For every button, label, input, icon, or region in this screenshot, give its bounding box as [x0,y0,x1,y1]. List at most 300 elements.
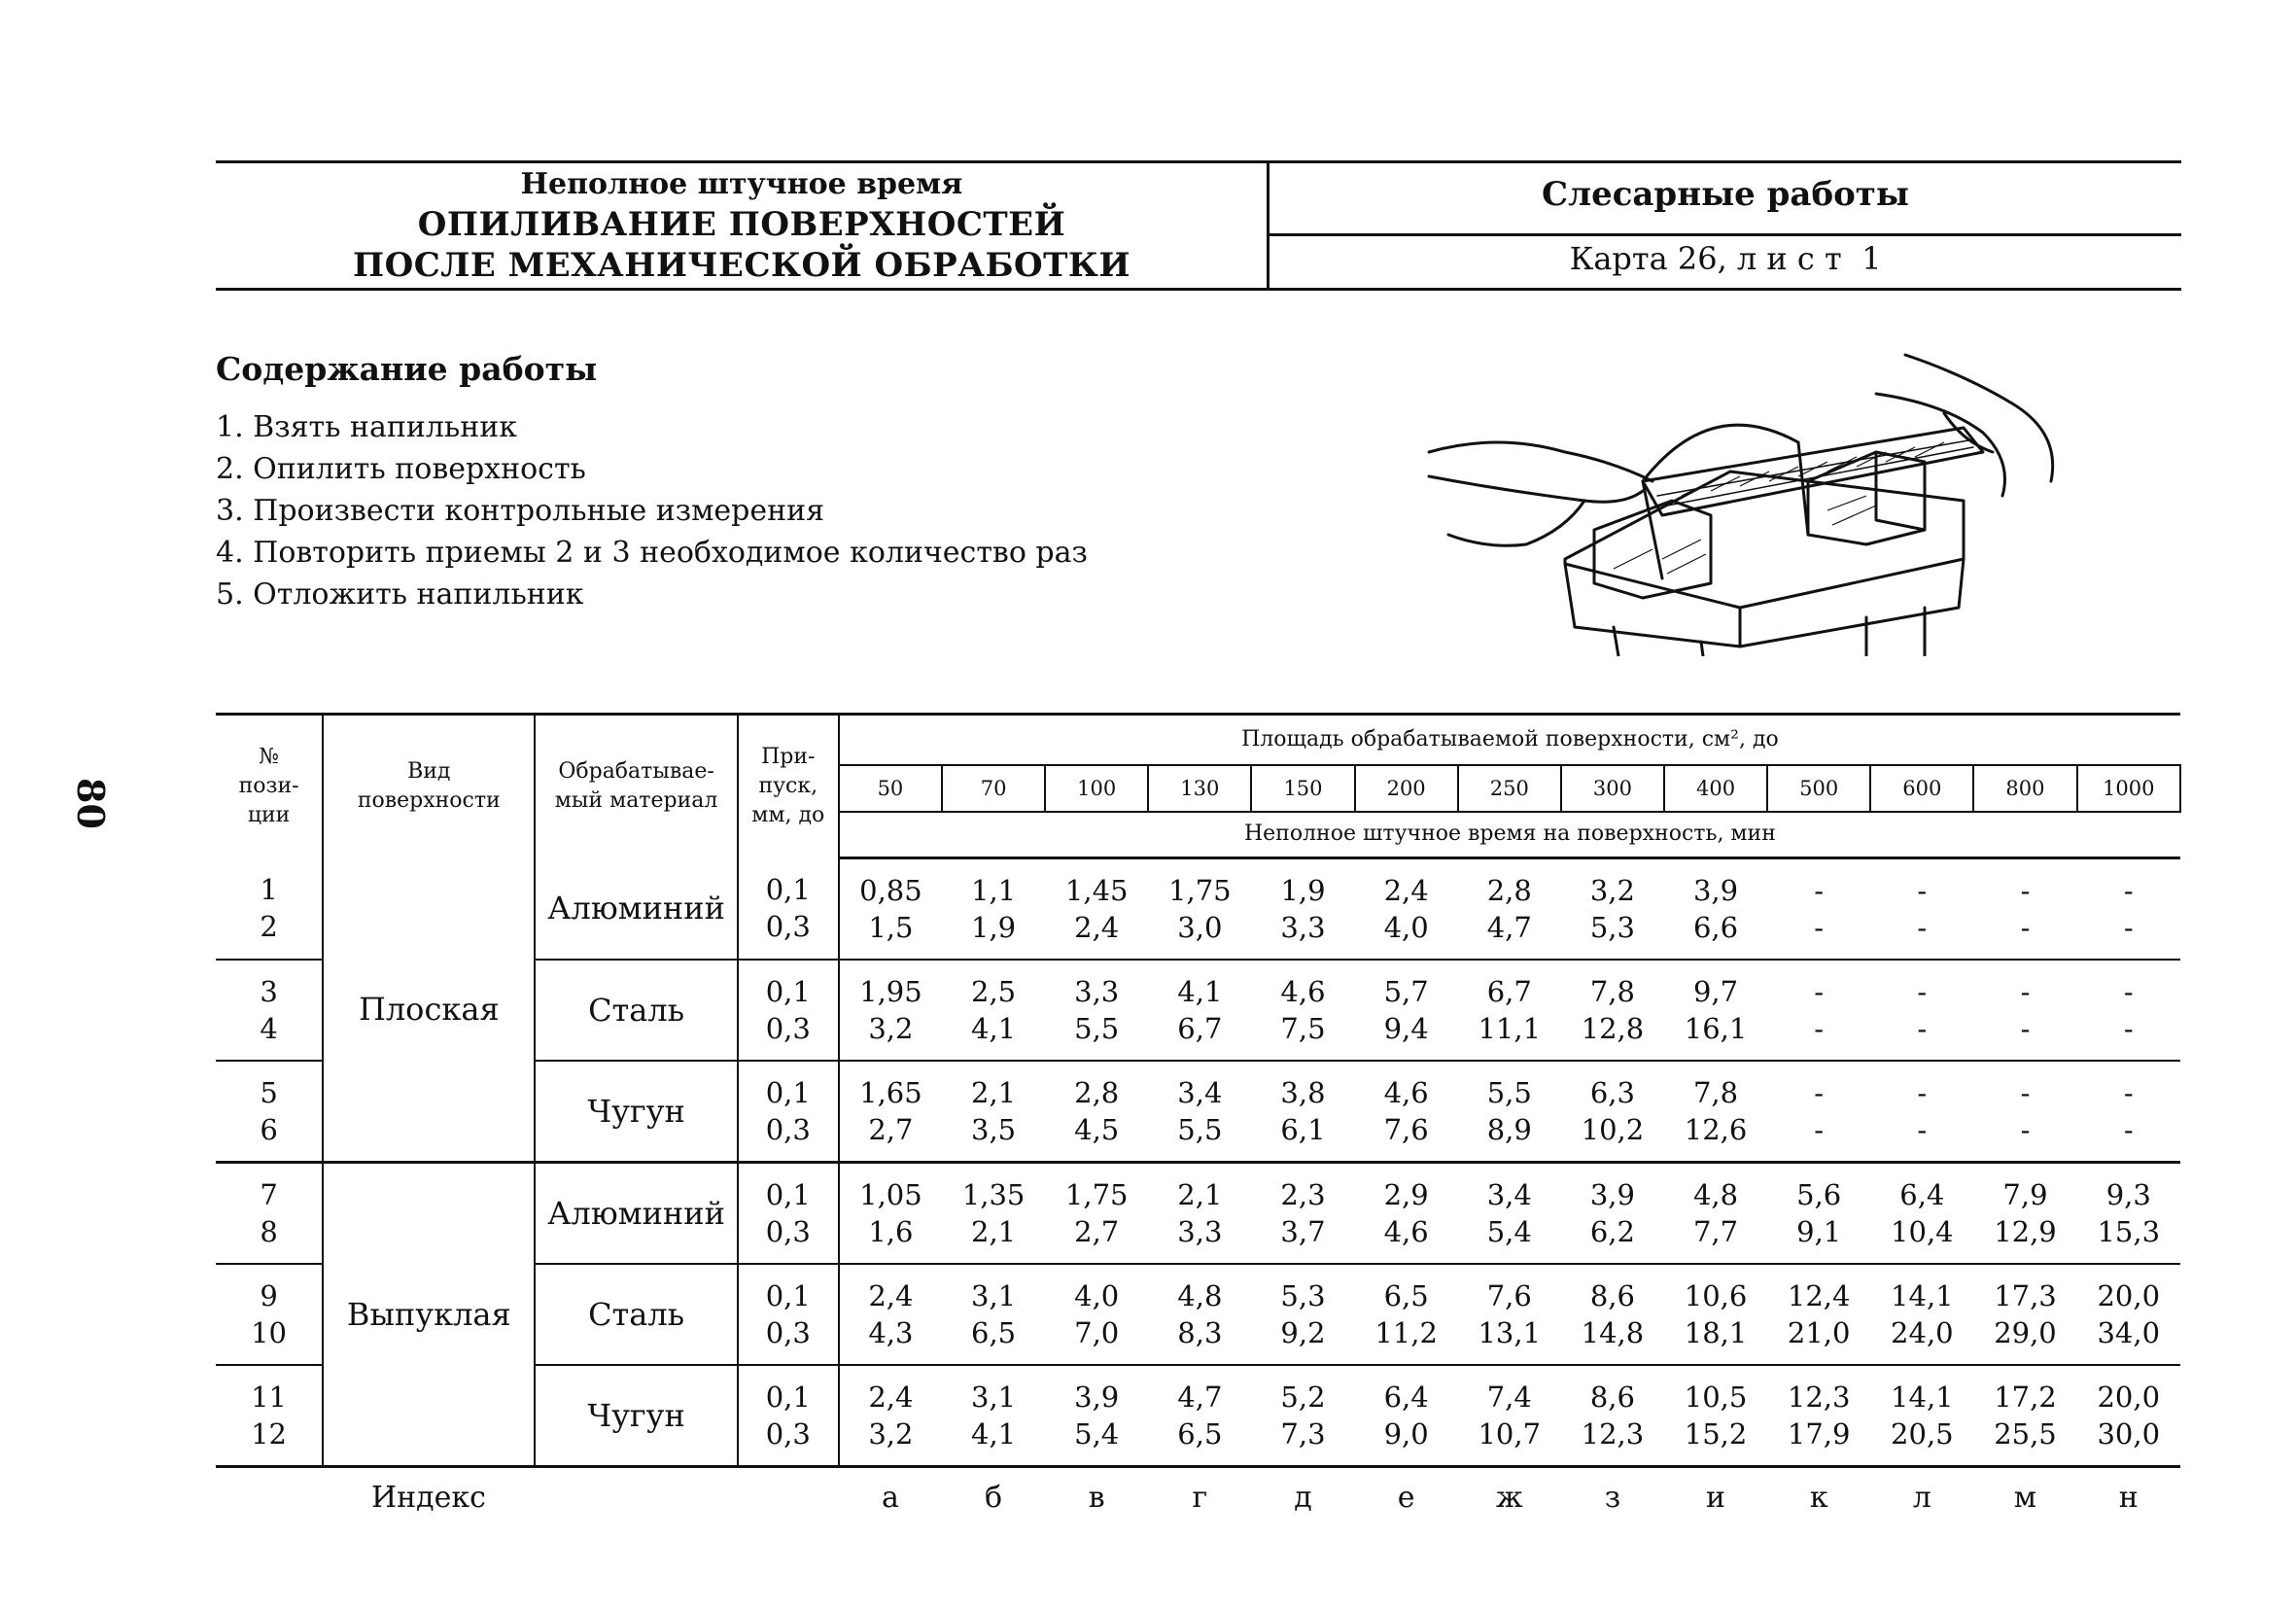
time-value-cell-line: - [2020,1113,2031,1146]
time-value-cell-line: 0,85 [859,874,922,907]
time-value-cell-line: 5,5 [1074,1012,1120,1045]
time-value-cell-line: 3,2 [1589,874,1635,907]
area-value: 150 [1251,765,1354,812]
time-value-cell [1664,1264,1767,1365]
col-allowance-header [738,715,839,858]
time-value-cell-line: 7,7 [1692,1215,1739,1248]
time-value-cell [839,1163,942,1265]
time-value-cell-line: 8,6 [1589,1279,1635,1312]
allowance-cell-line: 0,3 [765,1417,811,1451]
position-cell [216,1264,323,1365]
time-value-cell [1148,858,1251,961]
time-value-cell-line: 4,8 [1177,1279,1223,1312]
header-section: Слесарные работы [1542,175,1909,214]
time-value-cell-line: 16,1 [1684,1012,1748,1045]
header-title-block [216,165,1268,286]
position-cell-line: 7 [260,1178,278,1211]
content-title: Содержание работы [216,350,598,388]
time-value-cell [1561,1365,1664,1467]
time-value-cell-line: 3,3 [1280,911,1326,944]
position-cell-line: 3 [260,975,278,1008]
time-value-cell-line: 5,7 [1383,975,1429,1008]
time-value-cell [1251,1061,1354,1163]
time-value-cell-line: 12,8 [1581,1012,1645,1045]
time-value-cell [1870,858,1973,961]
time-value-cell-line: 24,0 [1891,1316,1954,1349]
area-value: 600 [1870,765,1973,812]
area-value: 100 [1045,765,1148,812]
time-value-cell-line: 2,7 [868,1113,914,1146]
time-value-cell [1251,1264,1354,1365]
time-value-cell [1045,858,1148,961]
index-letter: и [1664,1467,1767,1527]
time-value-cell-line: 5,4 [1074,1417,1120,1451]
time-value-cell-line: 9,1 [1796,1215,1842,1248]
time-value-cell-line: 10,2 [1581,1113,1645,1146]
time-value-cell-line: 20,0 [2097,1381,2161,1414]
index-letter: а [839,1467,942,1527]
index-letter: л [1870,1467,1973,1527]
index-letter: ж [1458,1467,1561,1527]
index-letter: г [1148,1467,1251,1527]
time-value-cell-line: 7,8 [1589,975,1635,1008]
time-value-cell-line: 4,6 [1383,1076,1429,1109]
area-value: 300 [1561,765,1664,812]
time-value-cell-line: 1,1 [971,874,1017,907]
time-value-cell-line: 11,2 [1374,1316,1438,1349]
col-position-header [216,715,323,858]
time-value-cell-line: 1,95 [859,975,922,1008]
time-value-cell-line: 3,2 [868,1417,914,1451]
time-value-cell-line: 12,6 [1684,1113,1748,1146]
time-value-cell-line: - [2123,975,2134,1008]
allowance-cell-line: 0,1 [765,975,811,1008]
index-letter: н [2077,1467,2180,1527]
material-cell: Чугун [535,1061,737,1163]
position-cell-line: 9 [260,1279,278,1312]
time-value-cell-line: 12,3 [1787,1381,1851,1414]
time-value-cell-line: 3,1 [971,1381,1017,1414]
time-value-cell-line: - [2123,1113,2134,1146]
time-value-cell-line: 3,4 [1177,1076,1223,1109]
allowance-cell [738,1264,839,1365]
position-cell-line: 8 [260,1215,278,1248]
time-value-cell-line: - [1917,1012,1928,1045]
time-value-cell-line: - [1814,1076,1825,1109]
time-value-cell-line: 1,75 [1064,1178,1129,1211]
area-value: 250 [1458,765,1561,812]
col-allowance-line: При- [761,745,816,770]
time-value-cell [1458,1264,1561,1365]
time-value-cell-line: - [2020,874,2031,907]
area-value: 50 [839,765,942,812]
time-value-cell [1251,1163,1354,1265]
time-value-cell [839,1365,942,1467]
time-value-cell-line: 1,65 [859,1076,922,1109]
time-value-cell-line: - [2123,1076,2134,1109]
time-value-cell-line: 4,6 [1280,975,1326,1008]
time-value-cell-line: 11,1 [1478,1012,1542,1045]
time-value-cell [1870,1365,1973,1467]
step-item: 3. Произвести контрольные измерения [216,494,825,528]
index-letter: д [1251,1467,1354,1527]
time-value-cell-line: 3,1 [971,1279,1017,1312]
time-value-cell [942,1163,1045,1265]
area-value: 200 [1355,765,1458,812]
time-value-cell-line: 7,6 [1383,1113,1429,1146]
time-value-cell [1045,1163,1148,1265]
allowance-cell [738,1365,839,1467]
time-value-cell-line: 4,6 [1383,1215,1429,1248]
col-allowance-line: пуск, [758,774,818,799]
time-value-cell [2077,1365,2180,1467]
time-value-cell-line: 10,7 [1478,1417,1542,1451]
time-value-cell-line: - [2020,1076,2031,1109]
time-value-cell-line: 3,2 [868,1012,914,1045]
time-value-cell-line: 2,7 [1074,1215,1120,1248]
table-body [216,858,2180,1527]
time-value-cell-line: - [2020,975,2031,1008]
time-value-cell-line: 7,4 [1486,1381,1532,1414]
time-value-cell-line: 4,7 [1486,911,1532,944]
time-value-cell [942,1264,1045,1365]
time-value-cell-line: 1,5 [868,911,914,944]
col-material-header [535,715,737,858]
time-value-cell-line: 17,2 [1994,1381,2057,1414]
time-value-cell [2077,1163,2180,1265]
allowance-cell-line: 0,1 [765,1279,811,1312]
time-value-cell [1148,960,1251,1061]
time-value-cell-line: 6,5 [971,1316,1017,1349]
allowance-cell-line: 0,1 [765,1076,811,1109]
index-letter: к [1767,1467,1870,1527]
time-value-cell [1870,1061,1973,1163]
area-value: 130 [1148,765,1251,812]
time-value-cell [1355,858,1458,961]
time-value-cell [1973,960,2076,1061]
material-cell: Алюминий [535,1163,737,1265]
time-value-cell-line: 6,3 [1589,1076,1635,1109]
allowance-cell-line: 0,1 [765,1178,811,1211]
time-value-cell-line: 6,4 [1899,1178,1945,1211]
area-value: 500 [1767,765,1870,812]
time-value-cell-line: 7,6 [1486,1279,1532,1312]
time-value-cell-line: 2,1 [971,1215,1017,1248]
time-value-cell-line: 2,1 [971,1076,1017,1109]
time-value-cell-line: 20,0 [2097,1279,2161,1312]
area-header: Площадь обрабатываемой поверхности, см², до [839,715,2180,765]
time-value-cell [1767,1365,1870,1467]
time-value-cell [1664,1163,1767,1265]
area-value: 70 [942,765,1045,812]
time-value-cell-line: 10,5 [1684,1381,1748,1414]
time-value-cell [1045,1365,1148,1467]
time-value-cell [1045,1061,1148,1163]
position-cell [216,1061,323,1163]
position-cell-line: 6 [260,1113,278,1146]
time-value-cell [1148,1061,1251,1163]
time-value-cell-line: 3,3 [1177,1215,1223,1248]
time-value-cell-line: 5,4 [1486,1215,1532,1248]
time-value-cell [1973,1163,2076,1265]
time-value-cell-line: - [2123,911,2134,944]
time-value-cell-line: 7,3 [1280,1417,1326,1451]
time-value-cell-line: - [1814,1113,1825,1146]
time-value-cell [1973,858,2076,961]
time-value-cell-line: 7,5 [1280,1012,1326,1045]
time-value-cell [1561,1061,1664,1163]
time-value-cell-line: 14,1 [1891,1381,1954,1414]
time-value-cell-line: - [1917,874,1928,907]
time-value-cell-line: - [1814,911,1825,944]
time-value-cell-line: 1,9 [971,911,1017,944]
time-value-cell-line: 30,0 [2097,1417,2161,1451]
time-value-cell-line: 3,9 [1589,1178,1635,1211]
material-cell: Сталь [535,960,737,1061]
time-value-cell-line: - [1917,911,1928,944]
time-value-cell-line: 5,3 [1280,1279,1326,1312]
material-cell: Сталь [535,1264,737,1365]
col-position-line: пози- [238,774,299,799]
time-value-cell-line: 5,6 [1796,1178,1842,1211]
col-surface-line: поверхности [357,788,501,814]
time-value-cell [1148,1264,1251,1365]
time-value-cell-line: 29,0 [1994,1316,2057,1349]
time-value-cell-line: 6,1 [1280,1113,1326,1146]
time-value-cell-line: 6,4 [1383,1381,1429,1414]
time-value-cell-line: 15,3 [2097,1215,2161,1248]
time-value-cell-line: 5,2 [1280,1381,1326,1414]
time-value-cell [1664,960,1767,1061]
time-value-cell-line: 2,4 [1074,911,1120,944]
position-cell-line: 5 [260,1076,278,1109]
surface-cell: Выпуклая [323,1163,535,1467]
time-value-cell [1870,960,1973,1061]
header-title-line2: ПОСЛЕ МЕХАНИЧЕСКОЙ ОБРАБОТКИ [353,246,1131,285]
time-value-cell [1458,858,1561,961]
time-value-cell [839,960,942,1061]
header-right-divider [1270,233,2181,236]
time-value-cell-line: - [1917,975,1928,1008]
time-value-cell-line: 9,2 [1280,1316,1326,1349]
time-value-cell-line: 1,05 [859,1178,922,1211]
time-value-cell [1870,1264,1973,1365]
time-value-cell-line: - [1917,1113,1928,1146]
time-value-cell-line: 2,3 [1280,1178,1326,1211]
time-value-cell-line: 2,4 [868,1279,914,1312]
index-row [216,1467,2180,1527]
time-value-cell-line: 1,45 [1064,874,1129,907]
header-card: Карта 26, л и с т 1 [1569,240,1882,277]
time-value-cell-line: 6,7 [1486,975,1532,1008]
time-value-cell-line: 4,3 [868,1316,914,1349]
time-value-cell [1561,960,1664,1061]
time-value-cell-line: 1,75 [1168,874,1232,907]
header-subtitle: Неполное штучное время [520,167,963,201]
time-value-cell-line: 2,8 [1074,1076,1120,1109]
time-value-cell [2077,858,2180,961]
col-material-line: мый материал [554,788,718,814]
time-value-cell [1355,1061,1458,1163]
time-value-cell [2077,960,2180,1061]
time-value-cell [1355,1163,1458,1265]
position-cell [216,1163,323,1265]
time-value-cell-line: 14,8 [1581,1316,1645,1349]
col-surface-line: Вид [407,759,451,785]
time-value-cell [1767,960,1870,1061]
time-value-cell-line: 3,9 [1074,1381,1120,1414]
time-value-cell-line: 9,0 [1383,1417,1429,1451]
time-value-cell [1767,858,1870,961]
time-value-cell-line: 13,1 [1478,1316,1542,1349]
step-item: 2. Опилить поверхность [216,452,586,486]
position-cell-line: 12 [251,1417,288,1451]
time-value-cell [1561,858,1664,961]
time-value-cell-line: 6,5 [1177,1417,1223,1451]
time-value-cell-line: 4,0 [1383,911,1429,944]
allowance-cell-line: 0,1 [765,873,811,907]
position-cell-line: 2 [260,910,278,944]
area-value: 1000 [2077,765,2180,812]
time-value-cell-line: 2,8 [1486,874,1532,907]
allowance-cell [738,858,839,961]
time-value-cell-line: 8,6 [1589,1381,1635,1414]
col-position-line: № [259,745,279,770]
index-letter: з [1561,1467,1664,1527]
time-value-cell-line: 2,9 [1383,1178,1429,1211]
time-value-cell-line: 2,1 [1177,1178,1223,1211]
time-value-cell-line: - [1814,1012,1825,1045]
position-cell-line: 4 [260,1012,278,1045]
time-value-cell-line: 1,9 [1280,874,1326,907]
time-value-cell-line: 6,7 [1177,1012,1223,1045]
time-value-cell-line: 4,7 [1177,1381,1223,1414]
position-cell [216,960,323,1061]
time-value-cell-line: - [1814,874,1825,907]
time-value-cell [1458,1365,1561,1467]
time-value-cell [1045,1264,1148,1365]
norm-table [216,713,2181,1526]
position-cell-line: 10 [251,1316,288,1349]
time-value-cell-line: - [1917,1076,1928,1109]
step-item: 4. Повторить приемы 2 и 3 необходимое количество раз [216,536,1088,570]
time-value-cell-line: 2,4 [1383,874,1429,907]
time-value-cell-line: 17,3 [1994,1279,2057,1312]
time-value-cell [2077,1061,2180,1163]
time-value-cell-line: 9,4 [1383,1012,1429,1045]
col-allowance-line: мм, до [751,803,825,828]
time-value-cell-line: 5,5 [1486,1076,1532,1109]
time-value-cell-line: 4,8 [1692,1178,1739,1211]
time-value-cell-line: 34,0 [2097,1316,2161,1349]
allowance-cell [738,1061,839,1163]
time-value-cell-line: - [2123,874,2134,907]
time-value-cell-line: - [2123,1012,2134,1045]
time-value-cell-line: 6,5 [1383,1279,1429,1312]
allowance-cell-line: 0,3 [765,1113,811,1146]
time-value-cell [1251,960,1354,1061]
time-value-cell-line: 5,3 [1589,911,1635,944]
table-row [216,1163,2180,1265]
time-value-cell [839,858,942,961]
time-value-cell [839,1264,942,1365]
time-value-cell-line: 4,1 [971,1417,1017,1451]
time-value-cell [1045,960,1148,1061]
position-cell-line: 11 [251,1381,288,1414]
time-value-cell-line: 7,9 [2002,1178,2048,1211]
time-value-cell [839,1061,942,1163]
index-letter: е [1355,1467,1458,1527]
position-cell-line: 1 [260,873,278,907]
time-value-cell-line: 8,9 [1486,1113,1532,1146]
time-value-cell-line: 9,3 [2105,1178,2151,1211]
time-value-cell-line: 17,9 [1787,1417,1851,1451]
allowance-cell-line: 0,3 [765,1316,811,1349]
time-value-cell [1561,1163,1664,1265]
time-value-cell-line: 20,5 [1891,1417,1954,1451]
index-letter: в [1045,1467,1148,1527]
page-number: 80 [69,778,113,829]
time-value-cell-line: 7,0 [1074,1316,1120,1349]
step-item: 1. Взять напильник [216,410,517,444]
time-value-cell-line: 6,2 [1589,1215,1635,1248]
allowance-cell [738,1163,839,1265]
time-value-cell-line: 21,0 [1787,1316,1851,1349]
surface-cell: Плоская [323,858,535,1163]
time-value-cell-line: 18,1 [1684,1316,1748,1349]
position-cell [216,1365,323,1467]
col-surface-header [323,715,535,858]
time-value-cell [1355,1365,1458,1467]
time-value-cell-line: - [2020,1012,2031,1045]
header-top-rule [216,160,2181,163]
steps-list [216,406,1088,615]
header-bottom-rule [216,288,2181,291]
time-value-cell-line: 3,7 [1280,1215,1326,1248]
time-value-cell-line: 10,4 [1891,1215,1954,1248]
time-value-cell [1767,1264,1870,1365]
time-value-cell [942,1061,1045,1163]
time-value-cell [1973,1264,2076,1365]
header-title-line1: ОПИЛИВАНИЕ ПОВЕРХНОСТЕЙ [417,205,1066,244]
time-value-cell-line: 7,8 [1692,1076,1739,1109]
time-value-cell [1148,1365,1251,1467]
time-value-cell-line: - [2020,911,2031,944]
index-letter: м [1973,1467,2076,1527]
time-value-cell [1767,1061,1870,1163]
table-row [216,858,2180,961]
time-value-cell [1148,1163,1251,1265]
time-value-cell-line: 14,1 [1891,1279,1954,1312]
time-value-cell [1355,960,1458,1061]
time-value-cell [1767,1163,1870,1265]
time-value-cell [1973,1061,2076,1163]
allowance-cell-line: 0,1 [765,1381,811,1414]
time-value-cell-line: 12,9 [1994,1215,2057,1248]
time-value-cell-line: 12,4 [1787,1279,1851,1312]
area-value: 800 [1973,765,2076,812]
time-header: Неполное штучное время на поверхность, мин [839,812,2180,858]
time-value-cell-line: 15,2 [1684,1417,1748,1451]
time-value-cell [1355,1264,1458,1365]
position-cell [216,858,323,961]
time-value-cell-line: 1,6 [868,1215,914,1248]
time-value-cell [1251,858,1354,961]
time-value-cell-line: 3,4 [1486,1178,1532,1211]
time-value-cell-line: 2,4 [868,1381,914,1414]
index-letter: б [942,1467,1045,1527]
col-material-line: Обрабатывае- [558,759,714,785]
